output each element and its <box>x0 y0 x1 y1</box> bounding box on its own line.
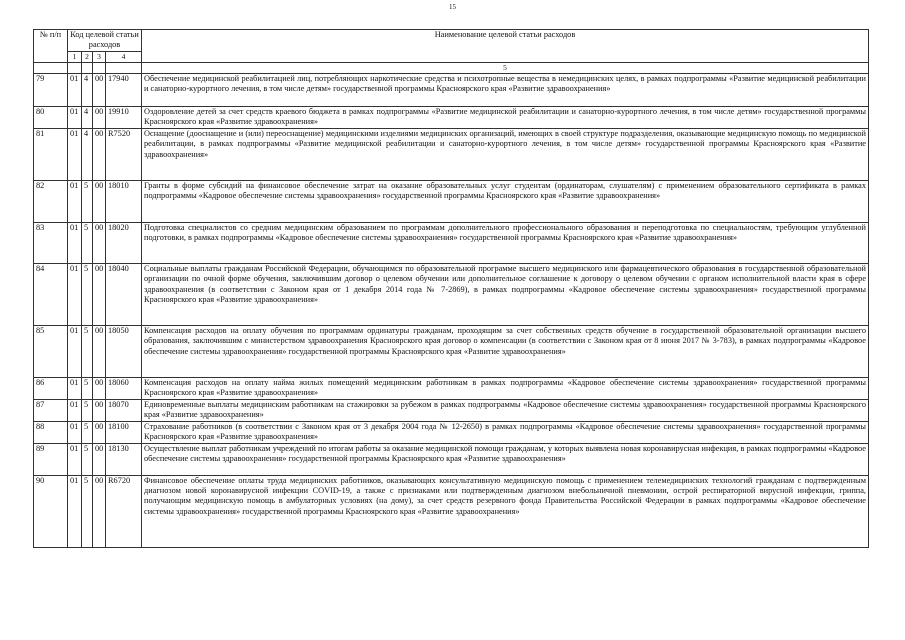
header-row <box>34 30 869 52</box>
code-program: 01 <box>68 475 82 547</box>
code-program: 01 <box>68 180 82 222</box>
code-direction: 00 <box>93 325 106 377</box>
subheader-code-2: 2 <box>82 51 93 62</box>
code-subprogram: 5 <box>82 377 93 399</box>
subheader-code-3: 3 <box>93 51 106 62</box>
code-program: 01 <box>68 222 82 263</box>
row-number: 87 <box>34 399 68 421</box>
header-num: № п/п <box>34 30 68 63</box>
table-row <box>34 443 869 475</box>
code-subprogram: 4 <box>82 106 93 128</box>
row-number: 83 <box>34 222 68 263</box>
page-number: 15 <box>449 3 456 11</box>
code-program: 01 <box>68 399 82 421</box>
code-article: 18020 <box>106 222 142 263</box>
code-article: 18060 <box>106 377 142 399</box>
article-name: Обеспечение медицинской реабилитацией лиц, потребляющих наркотические средства и психотропные вещества в немедицинских целях, в рамках подпрограммы «Развитие медицинской реабилитации и санаторно-курортного лечения, в том числе детям» государственной программы Красноярского края «Развитие здравоохранения» <box>142 73 869 106</box>
code-subprogram: 4 <box>82 128 93 180</box>
subheader-code-1: 1 <box>68 51 82 62</box>
header-name: Наименование целевой статьи расходов <box>142 30 869 63</box>
code-subprogram: 5 <box>82 222 93 263</box>
row-number: 82 <box>34 180 68 222</box>
row-number: 86 <box>34 377 68 399</box>
article-name: Финансовое обеспечение оплаты труда медицинских работников, оказывающих консультативную медицинскую помощь с применением телемедицинских технологий гражданам с подтвержденным диагнозом новой коронавирусной инфекции COVID-19, а также с признаками или подтвержденным диагнозом внебольничной пневмонии, острой респираторной вирусной инфекции, гриппа, получающим медицинскую помощь в амбулаторных условиях (на дому), за счет средств резервного фонда Правительства Российской Федерации в рамках подпрограммы «Кадровое обеспечение системы здравоохранения» государственной программы Красноярского края «Развитие здравоохранения» <box>142 475 869 547</box>
code-article: 18070 <box>106 399 142 421</box>
table-row <box>34 128 869 180</box>
article-name: Единовременные выплаты медицинским работникам на стажировки за рубежом в рамках подпрограммы «Кадровое обеспечение системы здравоохранения» государственной программы Красноярского края «Развитие здравоохранения» <box>142 399 869 421</box>
article-name: Подготовка специалистов со средним медицинским образованием по программам дополнительного профессионального образования и переподготовка по специальностям, требующим углубленной подготовки, в рамках подпрограммы «Кадровое обеспечение системы здравоохранения» государственной программы Красноярского края «Развитие здравоохранения» <box>142 222 869 263</box>
table-row <box>34 421 869 443</box>
header-code-group: Код целевой статьи расходов <box>68 30 142 52</box>
code-program: 01 <box>68 443 82 475</box>
code-subprogram: 5 <box>82 443 93 475</box>
code-program: 01 <box>68 106 82 128</box>
row-number: 89 <box>34 443 68 475</box>
code-program: 01 <box>68 421 82 443</box>
code-program: 01 <box>68 128 82 180</box>
code-direction: 00 <box>93 443 106 475</box>
target-articles-table <box>33 29 869 548</box>
code-direction: 00 <box>93 377 106 399</box>
table-row <box>34 180 869 222</box>
table-body <box>34 73 869 547</box>
code-direction: 00 <box>93 399 106 421</box>
article-name: Страхование работников (в соответствии с Законом края от 3 декабря 2004 года № 12-2650) в рамках подпрограммы «Кадровое обеспечение системы здравоохранения» государственной программы Красноярского края «Развитие здравоохранения» <box>142 421 869 443</box>
code-direction: 00 <box>93 222 106 263</box>
column-number-row <box>34 62 869 73</box>
code-article: R6720 <box>106 475 142 547</box>
code-article: 18010 <box>106 180 142 222</box>
code-article: 17940 <box>106 73 142 106</box>
code-subprogram: 5 <box>82 325 93 377</box>
code-direction: 00 <box>93 73 106 106</box>
table-row <box>34 475 869 547</box>
article-name: Социальные выплаты гражданам Российской Федерации, обучающимся по образовательной программе высшего медицинского или фармацевтического образования в государственной образовательной организации по очной форме обучения, заключившим договор о целевом обучении или дополнительное соглашение к договору о целевом обучении с органом исполнительной власти края в сфере здравоохранения (в соответствии с Законом края от 1 декабря 2014 года № 7-2869), в рамках подпрограммы «Кадровое обеспечение системы здравоохранения» государственной программы Красноярского края «Развитие здравоохранения» <box>142 263 869 325</box>
code-direction: 00 <box>93 475 106 547</box>
subheader-code-4: 4 <box>106 51 142 62</box>
code-subprogram: 5 <box>82 475 93 547</box>
row-number: 85 <box>34 325 68 377</box>
article-name: Осуществление выплат работникам учреждений по итогам работы за оказание медицинской помощи гражданам, у которых выявлена новая коронавирусная инфекция, в рамках подпрограммы «Кадровое обеспечение системы здравоохранения» государственной программы Красноярского края «Развитие здравоохранения» <box>142 443 869 475</box>
row-number: 90 <box>34 475 68 547</box>
code-subprogram: 4 <box>82 73 93 106</box>
code-subprogram: 5 <box>82 421 93 443</box>
code-article: 18050 <box>106 325 142 377</box>
row-number: 79 <box>34 73 68 106</box>
table-row <box>34 106 869 128</box>
code-subprogram: 5 <box>82 399 93 421</box>
table-row <box>34 73 869 106</box>
table-row <box>34 377 869 399</box>
column-number-name: 5 <box>142 62 869 73</box>
article-name: Компенсация расходов на оплату обучения по программам ординатуры гражданам, проходящим за счет собственных средств обучение в государственной образовательной организации высшего образования, заключившим с министерством здравоохранения Красноярского края договор о компенсации (в соответствии с Законом края от 8 июня 2017 № 3-783), в рамках подпрограммы «Кадровое обеспечение системы здравоохранения» государственной программы Красноярского края «Развитие здравоохранения» <box>142 325 869 377</box>
article-name: Оздоровление детей за счет средств краевого бюджета в рамках подпрограммы «Развитие медицинской реабилитации и санаторно-курортного лечения, в том числе детям» государственной программы Красноярского края «Развитие здравоохранения» <box>142 106 869 128</box>
table-row <box>34 399 869 421</box>
article-name: Компенсация расходов на оплату найма жилых помещений медицинским работникам в рамках подпрограммы «Кадровое обеспечение системы здравоохранения» государственной программы Красноярского края «Развитие здравоохранения» <box>142 377 869 399</box>
code-program: 01 <box>68 325 82 377</box>
code-program: 01 <box>68 73 82 106</box>
code-program: 01 <box>68 263 82 325</box>
code-subprogram: 5 <box>82 180 93 222</box>
row-number: 88 <box>34 421 68 443</box>
code-direction: 00 <box>93 263 106 325</box>
row-number: 81 <box>34 128 68 180</box>
row-number: 80 <box>34 106 68 128</box>
code-article: 18040 <box>106 263 142 325</box>
article-name: Оснащение (дооснащение и (или) переоснащение) медицинскими изделиями медицинских организаций, имеющих в своей структуре подразделения, оказывающие медицинскую помощь по медицинской реабилитации, в рамках подпрограммы «Развитие медицинской реабилитации и санаторно-курортного лечения, в том числе детям» государственной программы Красноярского края «Развитие здравоохранения» <box>142 128 869 180</box>
code-article: 18130 <box>106 443 142 475</box>
code-direction: 00 <box>93 421 106 443</box>
table-row <box>34 263 869 325</box>
table-row <box>34 222 869 263</box>
code-program: 01 <box>68 377 82 399</box>
code-subprogram: 5 <box>82 263 93 325</box>
code-article: R7520 <box>106 128 142 180</box>
code-article: 19910 <box>106 106 142 128</box>
code-direction: 00 <box>93 180 106 222</box>
article-name: Гранты в форме субсидий на финансовое обеспечение затрат на оказание образовательных услуг студентам (ординаторам, слушателям) с применением образовательного сертификата в рамках подпрограммы «Кадровое обеспечение системы здравоохранения» государственной программы Красноярского края «Развитие здравоохранения» <box>142 180 869 222</box>
code-direction: 00 <box>93 128 106 180</box>
code-article: 18100 <box>106 421 142 443</box>
row-number: 84 <box>34 263 68 325</box>
code-direction: 00 <box>93 106 106 128</box>
table-row <box>34 325 869 377</box>
